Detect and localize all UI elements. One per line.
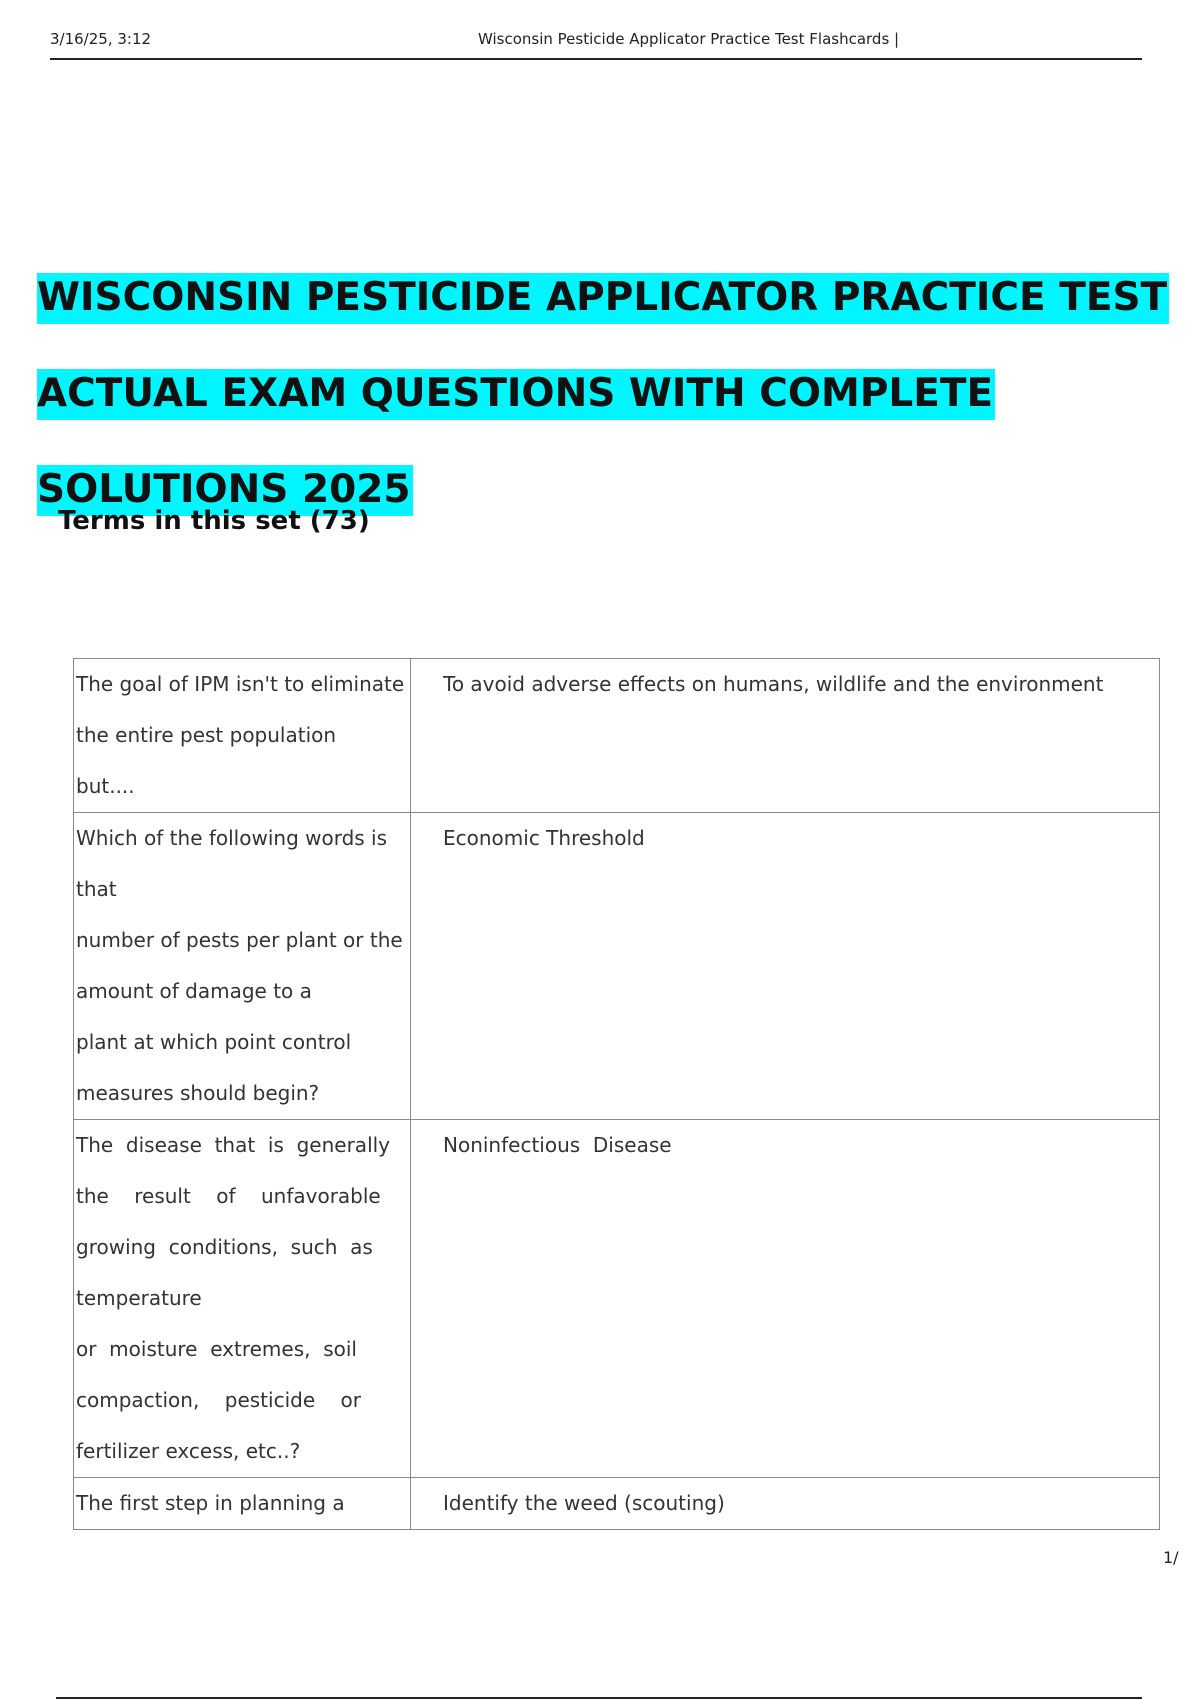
definition-cell bbox=[411, 1120, 1160, 1478]
term-line: The goal of IPM isn't to eliminate bbox=[76, 672, 405, 696]
term-line: number of pests per plant or the bbox=[76, 928, 403, 952]
document-title-text: WISCONSIN PESTICIDE APPLICATOR PRACTICE TEST ACTUAL EXAM QUESTIONS WITH COMPLETE SOLUTIONS 2025 bbox=[37, 273, 1169, 516]
page-number: 1/ bbox=[1163, 1548, 1179, 1567]
term-line: The disease that is generally bbox=[76, 1133, 391, 1157]
term-cell bbox=[74, 1120, 411, 1478]
term-cell bbox=[74, 813, 411, 1120]
term-line: fertilizer excess, etc..? bbox=[76, 1439, 301, 1463]
header-date: 3/16/25, 3:12 bbox=[50, 30, 152, 48]
term-line: the entire pest population bbox=[76, 723, 337, 747]
table-row bbox=[74, 1120, 1160, 1478]
page-header bbox=[50, 28, 1142, 60]
term-cell bbox=[74, 659, 411, 813]
term-line: the result of unfavorable bbox=[76, 1184, 381, 1208]
term-line: Which of the following words is bbox=[76, 826, 388, 850]
term-line: or moisture extremes, soil bbox=[76, 1337, 357, 1361]
definition-text: Economic Threshold bbox=[443, 826, 645, 850]
footer-divider bbox=[56, 1697, 1142, 1699]
document-title bbox=[37, 250, 1187, 538]
term-line: The first step in planning a bbox=[76, 1491, 345, 1515]
definition-cell bbox=[411, 659, 1160, 813]
table-row bbox=[74, 659, 1160, 813]
term-cell bbox=[74, 1478, 411, 1530]
definition-text: To avoid adverse effects on humans, wildlife and the environment bbox=[443, 672, 1104, 696]
term-line: growing conditions, such as bbox=[76, 1235, 373, 1259]
definition-cell bbox=[411, 1478, 1160, 1530]
definition-cell bbox=[411, 813, 1160, 1120]
term-line: amount of damage to a bbox=[76, 979, 312, 1003]
definition-text: Noninfectious Disease bbox=[443, 1133, 672, 1157]
term-line: but.... bbox=[76, 774, 135, 798]
term-line: compaction, pesticide or bbox=[76, 1388, 362, 1412]
term-line: measures should begin? bbox=[76, 1081, 320, 1105]
definition-text: Identify the weed (scouting) bbox=[443, 1491, 725, 1515]
term-line: temperature bbox=[76, 1286, 202, 1310]
term-line: plant at which point control bbox=[76, 1030, 352, 1054]
terms-count-heading: Terms in this set (73) bbox=[58, 506, 370, 536]
header-title: Wisconsin Pesticide Applicator Practice Test Flashcards | bbox=[478, 30, 900, 48]
table-row bbox=[74, 813, 1160, 1120]
table-row bbox=[74, 1478, 1160, 1530]
term-line: that bbox=[76, 877, 117, 901]
flashcard-table bbox=[73, 658, 1160, 1530]
